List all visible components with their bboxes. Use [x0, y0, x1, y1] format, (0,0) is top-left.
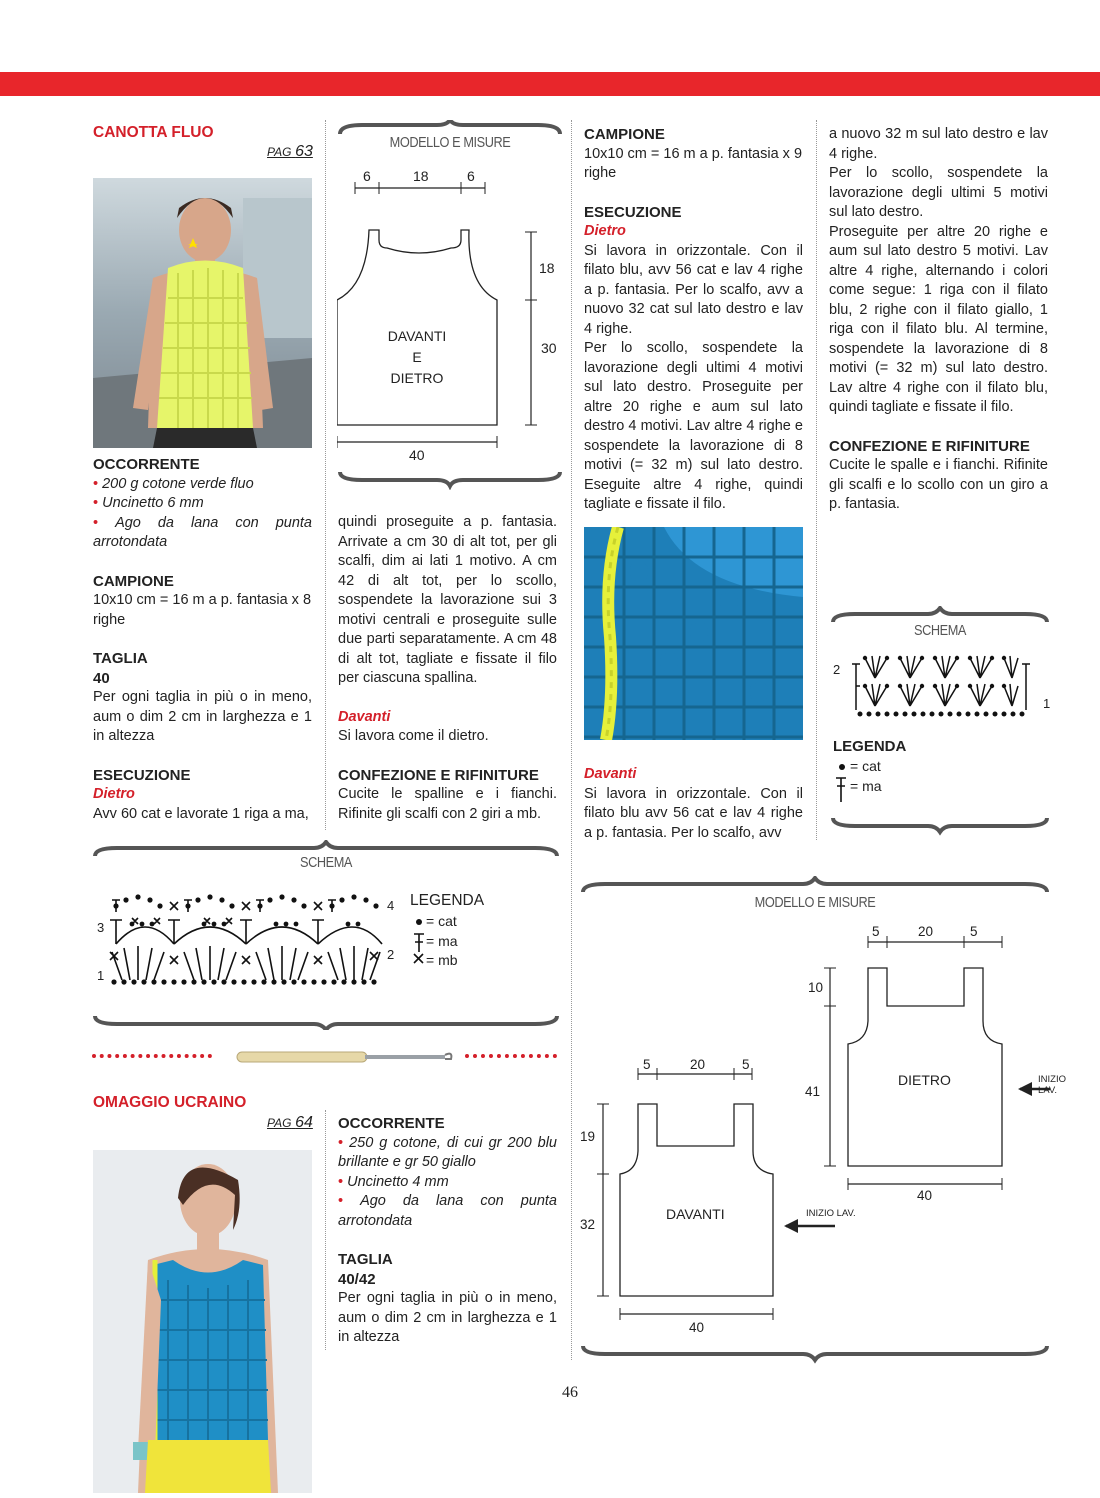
column-separator — [325, 120, 326, 830]
davanti-text: Si lavora come il dietro. — [338, 728, 489, 744]
omaggio-modello-box — [580, 876, 1066, 1366]
garment-label: DAVANTI — [666, 1206, 725, 1222]
davanti-text: Si lavora in orizzontale. Con il filato blu avv 56 cat e lav 4 righe a p. fantasia. Per lo scalfo, avv — [584, 785, 803, 841]
campione-text: 10x10 cm = 16 m a p. fantasia x 9 righe — [584, 145, 803, 181]
dietro-label: Dietro — [584, 223, 626, 239]
schema-row-number: 1 — [97, 968, 105, 983]
dietro-text-2: Per lo scollo, sospendete la lavorazione degli ultimi 4 motivi sul lato destro. Proseguite per altre 20 righe e aum sul lato destro 4 motivi. Lav altre 4 righe e sospendete la lavorazione di 8 motivi (= 32 m) sul lato destro. Eseguite altre 4 righe, quindi tagliate e fissate il filo. — [584, 340, 803, 512]
legenda-title: LEGENDA — [833, 738, 907, 755]
legenda-item: = cat — [850, 758, 881, 774]
dietro-text: Avv 60 cat e lavorate 1 riga a ma, — [93, 805, 309, 822]
taglia-text: Per ogni taglia in più o in meno, aum o dim 2 cm in larghezza e 1 in altezza — [338, 1290, 557, 1345]
label-line: DIETRO — [390, 370, 444, 386]
schema-row-number: 3 — [97, 920, 105, 935]
legenda-items — [850, 757, 882, 796]
esecuzione-heading: ESECUZIONE — [93, 766, 191, 784]
measure-top: 6 — [363, 168, 371, 184]
legenda-item: = ma — [850, 777, 882, 794]
pag-number: 64 — [295, 1114, 313, 1131]
schema-caption: SCHEMA — [913, 622, 967, 639]
campione-heading: CAMPIONE — [93, 572, 174, 590]
legenda-items — [426, 912, 458, 971]
taglia-value: 40/42 — [338, 1270, 376, 1288]
measure-right: 30 — [541, 340, 557, 356]
top-red-band — [0, 72, 1100, 96]
measure-top: 5 — [742, 1057, 750, 1072]
occorrente-item: • 250 g cotone, di cui gr 200 blu brillante e gr 50 giallo — [338, 1134, 557, 1173]
confezione-heading: CONFEZIONE E RIFINITURE — [829, 437, 1030, 455]
measure-right: 18 — [539, 260, 555, 276]
campione-heading: CAMPIONE — [584, 126, 665, 143]
davanti-label: Davanti — [338, 708, 391, 725]
legenda-title: LEGENDA — [410, 892, 485, 909]
measure-bottom: 40 — [689, 1320, 705, 1335]
omaggio-photo — [93, 1150, 312, 1493]
pag-label: PAG — [267, 145, 292, 159]
esecuzione-heading: ESECUZIONE — [584, 203, 682, 221]
legenda-item: = ma — [426, 932, 458, 949]
measure-left: 10 — [808, 980, 824, 995]
measure-left: 41 — [805, 1084, 821, 1099]
measure-top: 6 — [467, 168, 475, 184]
garment-label: DIETRO — [898, 1072, 951, 1088]
decorative-dots — [92, 1054, 212, 1058]
confezione-text: Cucite le spalle e i fianchi. Rifinite gli scalfi e lo scollo con un giro a p. fantasia. — [829, 457, 1048, 512]
measure-top: 5 — [643, 1057, 651, 1072]
taglia-heading: TAGLIA — [93, 650, 148, 667]
schema-row-number: 2 — [387, 947, 395, 962]
measure-top: 5 — [970, 924, 978, 939]
omaggio-title: OMAGGIO UCRAINO — [93, 1094, 247, 1111]
schema-caption: SCHEMA — [299, 854, 353, 871]
measure-top: 18 — [413, 168, 429, 184]
occorrente-item: • Uncinetto 4 mm — [338, 1173, 557, 1193]
canotta-photo — [93, 178, 312, 448]
davanti-text-continued: Proseguite per altre 20 righe e aum sul lato destro 5 motivi. Lav altre 4 righe, alternando i colori come segue: 1 riga con il filato blu, 2 righe con il filato giallo, 1 riga con il filato blu. Al termine, sospendete la lavorazione di 8 motivi (= 32 m) sul lato destro. Lav altre 4 righe con il filato blu, quindi tagliate e fissate il filo. — [829, 223, 1048, 415]
occorrente-heading: OCCORRENTE — [93, 456, 200, 473]
measure-left: 19 — [580, 1129, 596, 1144]
start-label: INIZIO LAV. — [806, 1208, 856, 1219]
pag-number: 63 — [295, 143, 313, 160]
schema-row-number: 4 — [387, 898, 395, 913]
davanti-text-continued: Per lo scollo, sospendete la lavorazione degli ultimi 5 motivi sul lato destro. — [829, 165, 1048, 220]
decorative-dots — [465, 1054, 557, 1058]
label-line: E — [412, 349, 422, 365]
occorrente-item: • Ago da lana con punta arrotondata — [93, 514, 312, 553]
davanti-text-continued: a nuovo 32 m sul lato destro e lav 4 righe. — [829, 126, 1048, 162]
measure-bottom: 40 — [409, 447, 425, 463]
canotta-schema-box — [92, 840, 560, 1030]
campione-text: 10x10 cm = 16 m a p. fantasia x 8 righe — [93, 592, 312, 628]
measure-top: 20 — [690, 1057, 706, 1072]
confezione-heading: CONFEZIONE E RIFINITURE — [338, 766, 539, 784]
modello-caption: MODELLO E MISURE — [754, 894, 876, 911]
occorrente-heading: OCCORRENTE — [338, 1115, 445, 1132]
taglia-text: Per ogni taglia in più o in meno, aum o dim 2 cm in larghezza e 1 in altezza — [93, 689, 312, 744]
column-separator — [816, 120, 817, 840]
legenda-item: = cat — [426, 913, 457, 929]
modello-caption: MODELLO E MISURE — [389, 134, 511, 151]
page-number: 46 — [562, 1384, 578, 1401]
measure-bottom: 40 — [917, 1188, 933, 1203]
confezione-text: Cucite le spalline e i fianchi. Rifinite gli scalfi con 2 giri a mb. — [338, 786, 557, 822]
schema-row-number: 1 — [1043, 696, 1051, 711]
omaggio-schema-box — [830, 606, 1050, 838]
taglia-value: 40 — [93, 669, 110, 687]
canotta-page-ref — [267, 143, 313, 161]
label-line: DAVANTI — [387, 328, 447, 344]
legenda-item: = mb — [426, 952, 458, 968]
taglia-heading: TAGLIA — [338, 1251, 393, 1268]
garment-label — [357, 326, 477, 389]
dietro-text-continued: quindi proseguite a p. fantasia. Arrivate a cm 30 di alt tot, per gli scalfi, dim ai lati 1 motivo. A cm 42 di alt tot, per lo scollo, sospendete la lavorazione sui 3 motivi centrali e proseguite sulle due parti separatamente. A cm 48 di alt tot, tagliate e fissate il filo per ciascuna spallina. — [338, 514, 557, 686]
canotta-title: CANOTTA FLUO — [93, 124, 214, 141]
column-separator — [571, 120, 572, 1360]
crochet-hook-icon — [235, 1048, 455, 1071]
pag-label: PAG — [267, 1116, 292, 1130]
occorrente-item: • Uncinetto 6 mm — [93, 494, 312, 514]
dietro-text: Si lavora in orizzontale. Con il filato blu, avv 56 cat e lav 4 righe a p. fantasia. Per lo scalfo, avv a nuovo 32 cat sul lato destro e lav 4 righe. — [584, 242, 803, 337]
davanti-label: Davanti — [584, 766, 637, 782]
omaggio-page-ref — [267, 1114, 313, 1132]
omaggio-detail-photo — [584, 527, 803, 740]
canotta-modello-box — [337, 120, 563, 490]
schema-row-number: 2 — [833, 662, 841, 677]
occorrente-item: • Ago da lana con punta arrotondata — [338, 1192, 557, 1231]
measure-left: 32 — [580, 1217, 596, 1232]
measure-top: 20 — [918, 924, 934, 939]
dietro-label: Dietro — [93, 786, 135, 802]
start-label: INIZIO LAV. — [1038, 1074, 1066, 1096]
column-separator — [325, 1110, 326, 1350]
occorrente-item: • 200 g cotone verde fluo — [93, 475, 312, 495]
measure-top: 5 — [872, 924, 880, 939]
